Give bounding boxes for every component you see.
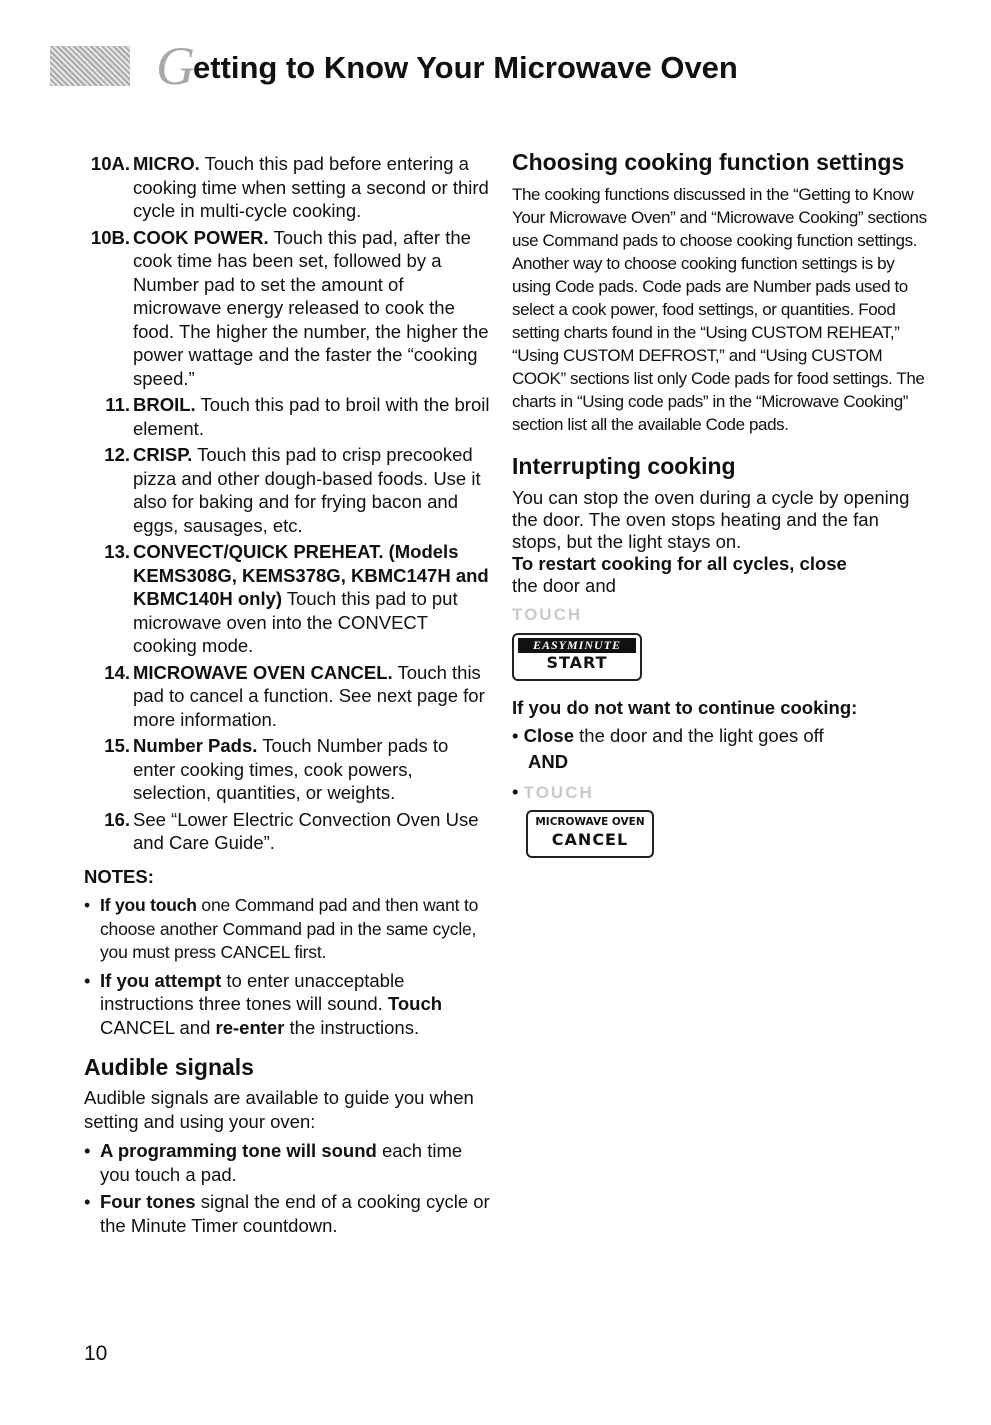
choosing-text: The cooking functions discussed in the “Getting to Know Your Microwave Oven” and “Microwave Cooking” sections use Command pads to choose cooking function settings. Another way to choose cooking function settings is by using Code pads. Code pads are Number pads used to select a cook power, food settings, or quantities. Food setting charts found in the “Using CUSTOM REHEAT,” “Using CUSTOM DEFROST,” and “Using CUSTOM COOK” sections list only Code pads for food settings. The charts in “Using code pads” in the “Microwave Cooking” section list all the available Code pads.	[512, 185, 927, 434]
right-column	[512, 150, 932, 858]
audible-text: signal the end of a cooking cycle or the Minute Timer countdown.	[100, 1191, 490, 1236]
item-text: See “Lower Electric Convection Oven Use and Care Guide”.	[133, 808, 479, 853]
item-heading: CRISP.	[133, 444, 193, 465]
item-heading: MICRO.	[133, 153, 200, 174]
note-text: CANCEL and	[100, 1016, 216, 1038]
bullet-icon: •	[512, 725, 524, 746]
notes-heading: NOTES:	[84, 865, 154, 887]
item-text: Touch this pad to put microwave oven into the CONVECT cooking mode.	[133, 588, 458, 656]
item-heading: BROIL.	[133, 394, 196, 415]
continue-bold: If you do not want to continue cooking:	[512, 697, 858, 718]
item-number: 13.	[104, 541, 130, 562]
restart-text: the door and	[512, 575, 616, 596]
bullet-icon: •	[84, 1191, 91, 1212]
item-number: 10B.	[90, 226, 130, 248]
start-label: START	[546, 653, 608, 672]
item-heading: MICROWAVE OVEN CANCEL.	[133, 661, 393, 683]
item-heading: COOK POWER.	[133, 226, 269, 248]
bullet-icon: •	[84, 895, 90, 915]
header-graphic	[50, 46, 130, 86]
list-item	[84, 152, 494, 223]
audible-title: Audible signals	[84, 1054, 254, 1080]
audible-bold: Four tones	[100, 1191, 196, 1212]
page-header	[50, 36, 950, 98]
left-column	[84, 152, 494, 1241]
item-number: 12.	[104, 444, 130, 465]
item-number: 10A.	[90, 153, 130, 174]
list-item	[84, 808, 494, 855]
item-number: 15.	[104, 735, 130, 756]
list-item	[84, 393, 494, 440]
note-text: one Command pad and then want to choose another Command pad in the same cycle, you must press CANCEL first.	[100, 895, 479, 962]
numbered-list	[84, 152, 494, 855]
close-text: the door and the light goes off	[574, 725, 824, 746]
cancel-pad-small-label: MICROWAVE OVEN	[535, 816, 645, 828]
microwave-oven-cancel-pad	[526, 810, 654, 858]
note-bold: If you attempt	[100, 969, 222, 991]
list-item	[84, 661, 494, 732]
audible-text: each time you touch a pad.	[100, 1140, 463, 1185]
item-number: 11.	[105, 394, 130, 415]
note-bold: If you touch	[100, 895, 197, 915]
note-bold: re-enter	[215, 1016, 285, 1038]
item-heading: CONVECT/QUICK PREHEAT. (Models KEMS308G, KEMS378G, KBMC147H and KBMC140H only)	[133, 541, 489, 609]
bullet-icon: •	[512, 781, 524, 802]
item-text: Touch this pad to crisp precooked pizza and other dough-based foods. Use it also for baking and for frying bacon and eggs, sausages, etc.	[133, 444, 481, 536]
item-text: Touch Number pads to enter cooking times, cook powers, selection, quantities, or weights.	[133, 735, 449, 803]
restart-bold: To restart cooking for all cycles, close	[512, 553, 847, 574]
note-bold: Touch	[387, 993, 443, 1014]
audible-item	[84, 1190, 494, 1237]
item-text: Touch this pad before entering a cooking time when setting a second or third cycle in multi-cycle cooking.	[133, 153, 489, 221]
bullet-icon: •	[84, 969, 91, 991]
list-item	[84, 443, 494, 537]
item-number: 16.	[104, 808, 130, 830]
list-item	[84, 540, 494, 658]
note-text: to enter unacceptable instructions three tones will sound.	[100, 969, 405, 1014]
interrupt-text: You can stop the oven during a cycle by opening the door. The oven stops heating and the fan stops, but the light stays on.	[512, 487, 910, 552]
note-text: the instructions.	[284, 1016, 420, 1038]
note-item	[84, 969, 494, 1040]
audible-item	[84, 1139, 494, 1186]
list-item	[84, 226, 494, 391]
and-label: AND	[528, 751, 569, 772]
page-number: 10	[84, 1342, 108, 1365]
audible-bold: A programming tone will sound	[100, 1140, 377, 1161]
page-title: etting to Know Your Microwave Oven	[193, 50, 738, 85]
easy-minute-start-pad	[512, 633, 642, 681]
close-bold: Close	[523, 725, 575, 746]
audible-intro: Audible signals are available to guide you when setting and using your oven:	[84, 1087, 474, 1132]
item-text: Touch this pad, after the cook time has been set, followed by a Number pad to set the amount of microwave energy released to cook the food. The higher the number, the higher the power wattage and the faster the “cooking speed.”	[133, 226, 489, 389]
item-text: Touch this pad to broil with the broil element.	[133, 394, 490, 439]
title-initial: G	[156, 36, 195, 96]
item-number: 14.	[104, 661, 130, 683]
item-text: Touch this pad to cancel a function. See next page for more information.	[133, 661, 485, 730]
cancel-label: CANCEL	[551, 830, 629, 849]
list-item	[84, 734, 494, 805]
touch-label: TOUCH	[512, 605, 583, 624]
close-item	[512, 725, 932, 747]
interrupt-title: Interrupting cooking	[512, 453, 736, 479]
bullet-icon: •	[84, 1140, 91, 1161]
easy-minute-label: EASYMINUTE	[518, 638, 636, 653]
item-heading: Number Pads.	[133, 735, 258, 756]
choosing-title: Choosing cooking function settings	[512, 149, 905, 175]
audible-section	[84, 1055, 494, 1237]
note-item	[84, 894, 494, 965]
touch-label: TOUCH	[523, 783, 594, 802]
